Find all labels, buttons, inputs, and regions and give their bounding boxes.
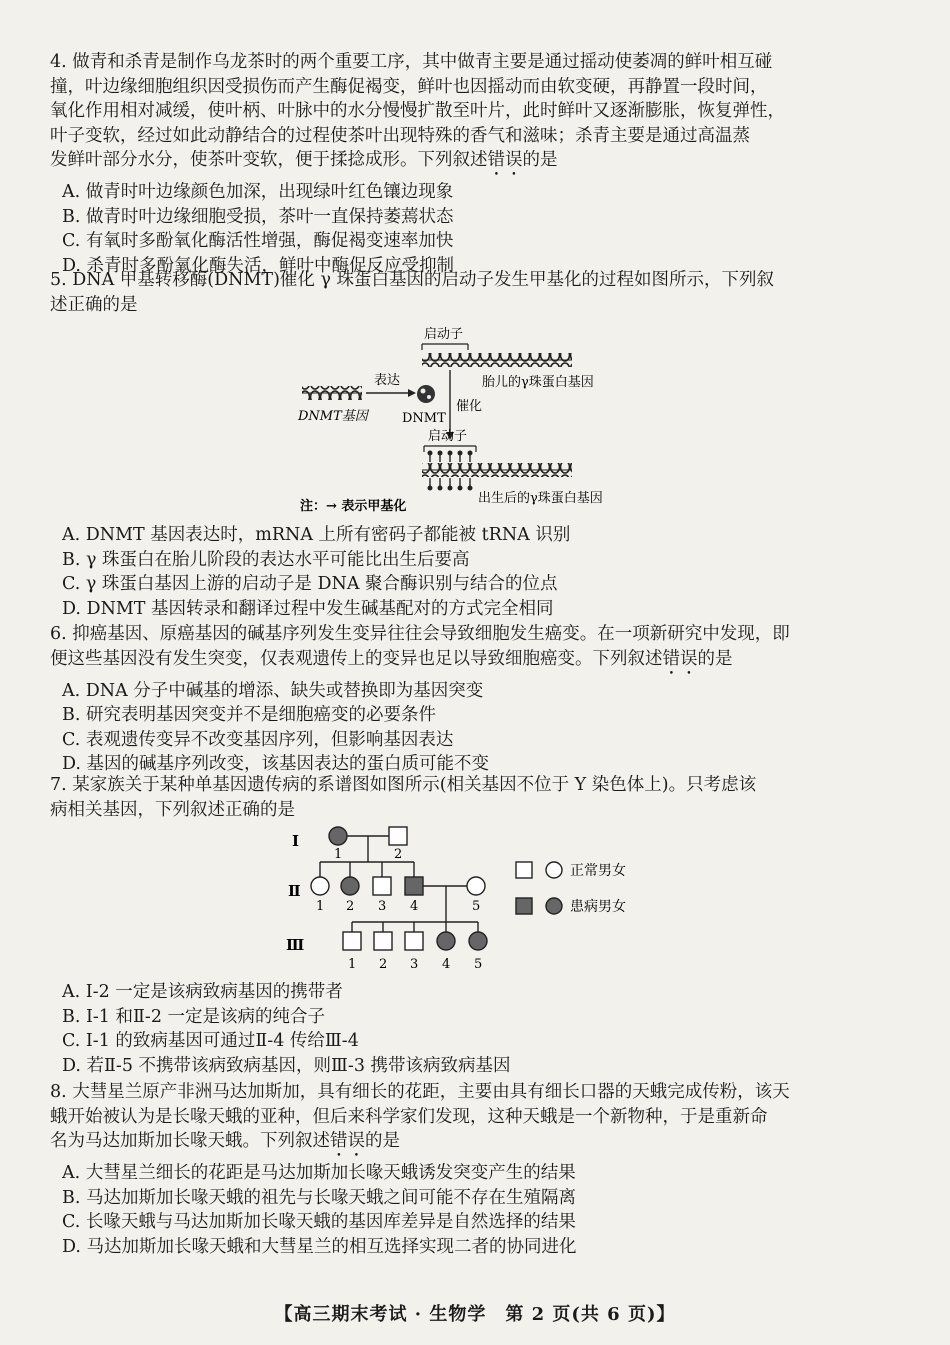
individual-II-3 <box>373 877 391 895</box>
num-III-5: 5 <box>474 957 483 972</box>
q4-option-d: D. 杀青时多酚氧化酶失活，鲜叶中酶促反应受抑制 <box>62 255 455 276</box>
q4-option-c: C. 有氧时多酚氧化酶活性增强，酶促褐变速率加快 <box>62 231 454 251</box>
q6-option-c: C. 表观遗传变异不改变基因序列，但影响基因表达 <box>62 729 454 750</box>
fetal-gene-label: 胎儿的γ珠蛋白基因 <box>482 375 594 390</box>
q7-option-b: B. Ⅰ-1 和Ⅱ-2 一定是该病的纯合子 <box>62 1006 326 1027</box>
num-II-1: 1 <box>316 899 325 914</box>
individual-I-1 <box>329 827 347 845</box>
express-label: 表达 <box>374 373 401 388</box>
q8-option-a: A. 大彗星兰细长的花距是马达加斯加长喙天蛾诱发突变产生的结果 <box>62 1163 576 1183</box>
q8-line: 8. 大彗星兰原产非洲马达加斯加，具有细长的花距，主要由具有细长口器的天蛾完成传粉，该天 <box>50 1082 790 1102</box>
num-I-1: 1 <box>334 847 343 862</box>
q4-emphasis: 错误 <box>487 150 523 170</box>
gen-3-label: Ⅲ <box>286 936 305 954</box>
q6-option-d: D. 基因的碱基序列改变，该基因表达的蛋白质可能不变 <box>62 754 490 774</box>
num-III-4: 4 <box>442 957 451 972</box>
dnmt-methylation-diagram <box>290 320 650 520</box>
q6-line: 6. 抑癌基因、原癌基因的碱基序列发生变异往往会导致细胞发生癌变。在一项新研究中发现，即 <box>50 624 790 644</box>
q5-line: 述正确的是 <box>50 294 138 315</box>
individual-III-5 <box>469 932 487 950</box>
q5-option-d: D. DNMT 基因转录和翻译过程中发生碱基配对的方式完全相同 <box>62 598 554 619</box>
footer-text: 【高三期末考试 · 生物学 第 2 页(共 6 页)】 <box>274 1304 676 1325</box>
q4-option-a: A. 做青时叶边缘颜色加深，出现绿叶红色镶边现象 <box>62 182 454 202</box>
q6-option-b: B. 研究表明基因突变并不是细胞癌变的必要条件 <box>62 705 436 725</box>
q4-line: 叶子变软，经过如此动静结合的过程使茶叶出现特殊的香气和滋味；杀青主要是通过高温蒸 <box>50 125 750 146</box>
q7-line: 7. 某家族关于某种单基因遗传病的系谱图如图所示(相关基因不位于 Y 染色体上)。只考虑该 <box>50 775 757 795</box>
individual-II-1 <box>311 877 329 895</box>
q4-line-text: 发鲜叶部分水分，使茶叶变软，便于揉捻成形。下列叙述 <box>50 150 488 170</box>
q4-line: 4. 做青和杀青是制作乌龙茶时的两个重要工序，其中做青主要是通过摇动使萎凋的鲜叶相互碰 <box>50 52 773 72</box>
dnmt-label: DNMT <box>402 411 446 426</box>
q4-tail: 的是 <box>522 150 558 170</box>
q8-tail: 的是 <box>365 1131 400 1151</box>
gen-2-label: Ⅱ <box>288 882 301 900</box>
legend-normal-male <box>516 862 532 878</box>
q7-line: 病相关基因，下列叙述正确的是 <box>50 799 295 820</box>
num-II-4: 4 <box>410 899 419 914</box>
methylation-note: 注：→ 表示甲基化 <box>300 499 407 514</box>
num-II-3: 3 <box>378 899 387 914</box>
individual-II-4 <box>405 877 423 895</box>
individual-II-5 <box>467 877 485 895</box>
question-8 <box>50 1080 890 1259</box>
question-7 <box>50 773 890 822</box>
num-III-3: 3 <box>410 957 419 972</box>
q4-line: 氧化作用相对减缓，使叶柄、叶脉中的水分慢慢扩散至叶片，此时鲜叶又逐渐膨胀，恢复弹性， <box>50 101 785 121</box>
q8-line-last <box>50 1129 890 1161</box>
legend-normal-female <box>546 862 562 878</box>
individual-II-2 <box>341 877 359 895</box>
q4-option-b: B. 做青时叶边缘细胞受损，茶叶一直保持萎蔫状态 <box>62 206 454 227</box>
q6-tail: 的是 <box>697 648 733 669</box>
q8-line-text: 名为马达加斯加长喙天蛾。下列叙述 <box>50 1131 330 1151</box>
q7-option-a: A. Ⅰ-2 一定是该病致病基因的携带者 <box>62 982 343 1002</box>
q5-line: 5. DNA 甲基转移酶(DNMT)催化 γ 珠蛋白基因的启动子发生甲基化的过程如图所示，下列叙 <box>50 270 774 290</box>
q7-option-d: D. 若Ⅱ-5 不携带该病致病基因，则Ⅲ-3 携带该病致病基因 <box>62 1055 511 1076</box>
num-I-2: 2 <box>394 847 403 862</box>
q6-emphasis: 错误 <box>662 648 698 669</box>
question-5 <box>50 268 890 317</box>
page-footer <box>0 1300 950 1326</box>
methyl-marks-top <box>428 451 473 463</box>
q6-line-text: 便这些基因没有发生突变，仅表观遗传上的变异也足以导致细胞癌变。下列叙述 <box>50 648 663 669</box>
q8-option-d: D. 马达加斯加长喙天蛾和大彗星兰的相互选择实现二者的协同进化 <box>62 1236 577 1257</box>
individual-III-4 <box>437 932 455 950</box>
num-II-2: 2 <box>346 899 355 914</box>
q8-line: 蛾开始被认为是长喙天蛾的亚种，但后来科学家们发现，这种天蛾是一个新物种，于是重新命 <box>50 1106 768 1127</box>
q8-option-c: C. 长喙天蛾与马达加斯加长喙天蛾的基因库差异是自然选择的结果 <box>62 1212 576 1232</box>
individual-III-3 <box>405 932 423 950</box>
promoter-label-bottom: 启动子 <box>428 429 468 444</box>
q5-option-b: B. γ 珠蛋白在胎儿阶段的表达水平可能比出生后要高 <box>62 549 470 570</box>
question-4 <box>50 50 890 278</box>
q6-line-last <box>50 647 890 679</box>
q4-line: 撞，叶边缘细胞组织因受损伤而产生酶促褐变，鲜叶也因摇动而由软变硬，再静置一段时间， <box>50 76 768 97</box>
question-7-options <box>50 980 890 1078</box>
legend-normal-label: 正常男女 <box>570 863 626 879</box>
q8-option-b: B. 马达加斯加长喙天蛾的祖先与长喙天蛾之间可能不存在生殖隔离 <box>62 1187 576 1208</box>
q8-emphasis: 错误 <box>330 1131 365 1151</box>
individual-III-1 <box>343 932 361 950</box>
question-6 <box>50 622 890 777</box>
legend-affected-male <box>516 898 532 914</box>
legend-affected-female <box>546 898 562 914</box>
q6-option-a: A. DNA 分子中碱基的增添、缺失或替换即为基因突变 <box>62 680 484 701</box>
individual-III-2 <box>374 932 392 950</box>
gen-1-label: Ⅰ <box>292 832 300 850</box>
num-III-2: 2 <box>379 957 388 972</box>
methyl-marks-bottom <box>428 478 473 491</box>
postnatal-gene-label: 出生后的γ珠蛋白基因 <box>478 491 603 506</box>
q5-option-c: C. γ 珠蛋白基因上游的启动子是 DNA 聚合酶识别与结合的位点 <box>62 574 558 594</box>
catalyze-label: 催化 <box>456 399 483 414</box>
individual-I-2 <box>389 827 407 845</box>
dnmt-gene-label: DNMT基因 <box>298 409 368 424</box>
legend-affected-label: 患病男女 <box>570 899 626 915</box>
pedigree-chart <box>280 822 660 974</box>
num-II-5: 5 <box>472 899 481 914</box>
num-III-1: 1 <box>348 957 357 972</box>
promoter-label-top: 启动子 <box>424 327 464 342</box>
q5-option-a: A. DNMT 基因表达时，mRNA 上所有密码子都能被 tRNA 识别 <box>62 525 571 545</box>
q7-option-c: C. Ⅰ-1 的致病基因可通过Ⅱ-4 传给Ⅲ-4 <box>62 1031 359 1051</box>
dnmt-enzyme-icon <box>417 385 435 403</box>
q4-line-last <box>50 148 890 180</box>
question-5-options <box>50 523 890 621</box>
